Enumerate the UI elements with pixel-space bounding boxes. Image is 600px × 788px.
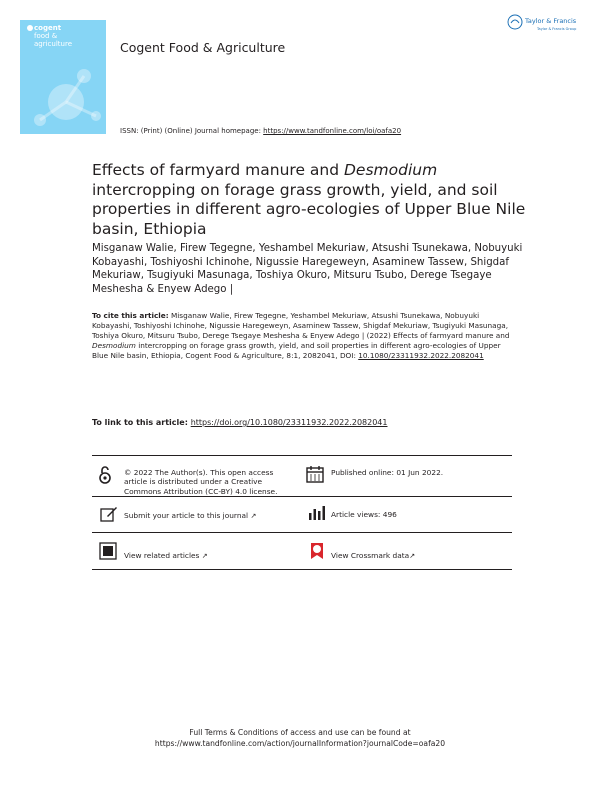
citation-label: To cite this article:	[92, 311, 169, 320]
article-title: Effects of farmyard manure and Desmodium intercropping on forage grass growth, yield, and soil properties in different agro-ecologies of Upper Blue Nile basin, Ethiopia	[92, 161, 526, 238]
publisher-logo	[507, 14, 585, 42]
edit-icon	[100, 505, 118, 523]
publisher-logo-icon	[507, 14, 523, 30]
published-date: Published online: 01 Jun 2022.	[331, 468, 444, 477]
article-link-label: To link to this article:	[92, 418, 191, 427]
divider	[92, 532, 512, 533]
publisher-logo-text: Taylor & Francis	[525, 17, 577, 25]
footer-terms-link[interactable]: https://www.tandfonline.com/action/journalInformation?journalCode=oafa20	[154, 739, 446, 748]
submit-article-link[interactable]: Submit your article to this journal ↗	[124, 511, 257, 520]
divider-bottom	[92, 569, 512, 570]
article-views: Article views: 496	[331, 510, 397, 519]
open-access-icon	[98, 465, 112, 485]
divider-top	[92, 455, 512, 456]
journal-homepage-link[interactable]: https://www.tandfonline.com/loi/oafa20	[263, 127, 402, 135]
footer-terms	[100, 727, 500, 749]
doi-link[interactable]: 10.1080/23311932.2022.2082041	[358, 351, 484, 361]
crossmark-icon	[309, 542, 325, 562]
external-link-icon: ↗	[409, 552, 416, 560]
issn-line	[120, 127, 401, 135]
bar-chart-icon	[308, 505, 326, 521]
article-link-line	[92, 418, 388, 427]
view-crossmark-link[interactable]: View Crossmark data↗	[331, 551, 416, 560]
journal-name: Cogent Food & Agriculture	[120, 40, 286, 55]
footer-terms-text: Full Terms & Conditions of access and use can be found at	[189, 728, 411, 737]
related-articles-icon	[99, 542, 117, 560]
citation-block: To cite this article: Misganaw Walie, Firew Tegegne, Yeshambel Mekuriaw, Atsushi Tsunekawa, Nobuyuki Kobayashi, Toshiyoshi Ichinohe, Nigussie Haregeweyn, Asaminew Tassew, Shigdaf Mekuriaw, Tsugiyuki Masunaga, Toshiya Okuro, Mitsuru Tsubo, Derege Tsegaye Meshesha & Enyew Adego | (2022) Effects of farmyard manure and Desmodium intercropping on forage grass growth, yield, and soil properties in different agro-ecologies of Upper Blue Nile basin, Ethiopia, Cogent Food & Agriculture, 8:1, 2082041, DOI: 10.1080/23311932.2022.2082041	[92, 311, 510, 361]
external-link-icon: ↗	[250, 512, 257, 520]
view-related-articles-link[interactable]: View related articles ↗	[124, 551, 208, 560]
external-link-icon: ↗	[201, 552, 208, 560]
author-list: Misganaw Walie, Firew Tegegne, Yeshambel Mekuriaw, Atsushi Tsunekawa, Nobuyuki Kobayashi, Toshiyoshi Ichinohe, Nigussie Haregeweyn, Asaminew Tassew, Shigdaf Mekuriaw, Tsugiyuki Masunaga, Toshiya Okuro, Mitsuru Tsubo, Derege Tsegaye Meshesha & Enyew Adego |	[92, 243, 523, 295]
cover-brand: cogent food & agriculture	[34, 24, 72, 48]
issn-text: ISSN: (Print) (Online) Journal homepage:	[120, 127, 264, 135]
article-doi-url-link[interactable]: https://doi.org/10.1080/23311932.2022.2082041	[190, 418, 388, 427]
calendar-icon	[306, 465, 324, 483]
journal-cover-thumbnail	[20, 20, 106, 134]
publisher-logo-sub: Taylor & Francis Group	[537, 27, 577, 31]
license-text: © 2022 The Author(s). This open access article is distributed under a Creative Commons Attribution (CC-BY) 4.0 license.	[124, 468, 278, 496]
